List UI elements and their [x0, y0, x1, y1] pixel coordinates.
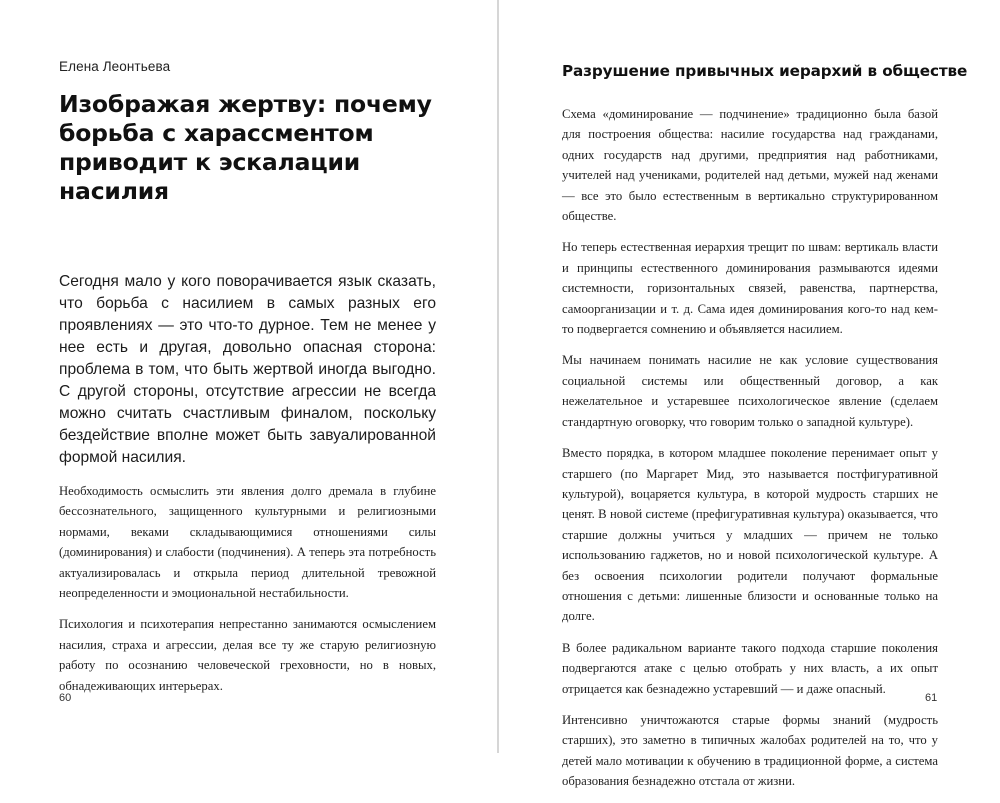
body-paragraph: Но теперь естественная иерархия трещит по швам: вертикаль власти и принципы естественного доминирования размываются идеями системности, горизонтальных связей, равенства, партнерства, самоорганизации и т. д. Сама идея доминирования кого-то над кем-то подвергается сомнению и объявляется насилием. — [562, 237, 938, 339]
body-paragraph: Необходимость осмыслить эти явления долго дремала в глубине бессознательного, защищенного культурными и религиозными нормами, веками складывающимися отношениями силы (доминирования) и слабости (подчинения). А теперь эта потребность актуализировалась и открыла период длительной тревожной неопределенности и эмоциональной нестабильности. — [59, 481, 436, 603]
left-body-text — [59, 481, 436, 707]
author-name: Елена Леонтьева — [59, 59, 170, 74]
body-paragraph: В более радикальном варианте такого подхода старшие поколения подвергаются атаке с целью отобрать у них власть, а их опыт отрицается как безнадежно устаревший — и даже опасный. — [562, 638, 938, 699]
body-paragraph: Вместо порядка, в котором младшее поколение перенимает опыт у старшего (по Маргарет Мид, это называется постфигуративной культурой), воцаряется культура, в которой мудрость старших не ценят. В новой системе (префигуративная культура) оказывается, что старшие должны учиться у младших — причем не только использованию гаджетов, но и новой психологической культуре. А без освоения психологии родители получают формальные отношения с детьми: лишенные близости и основанные только на долге. — [562, 443, 938, 627]
lead-paragraph: Сегодня мало у кого поворачивается язык сказать, что борьба с насилием в самых разных его проявлениях — это что-то дурное. Тем не менее у нее есть и другая, довольно опасная сторона: проблема в том, что быть жертвой иногда выгодно. С другой стороны, отсутствие агрессии не всегда можно считать счастливым финалом, поскольку бездействие вполне может быть завуалированной формой насилия. — [59, 271, 436, 469]
body-paragraph: Схема «доминирование — подчинение» традиционно была базой для построения общества: насилие государства над гражданами, одних государств над другими, предприятия над работниками, учителей над учениками, родителей над детьми, мужей над женами — все это было естественным в вертикально структурированном обществе. — [562, 104, 938, 226]
page-number-right: 61 — [925, 692, 937, 704]
page-number-left: 60 — [59, 692, 71, 704]
body-paragraph: Интенсивно уничтожаются старые формы знаний (мудрость старших), это заметно в типичных жалобах родителей на то, что у детей мало мотивации к обучению в традиционной форме, а система образования безнадежно отстала от жизни. — [562, 710, 938, 792]
left-page — [0, 0, 497, 753]
right-body-text — [562, 104, 938, 803]
chapter-title: Изображая жертву: почему борьба с харассментом приводит к эскалации насилия — [59, 90, 439, 206]
body-paragraph: Мы начинаем понимать насилие не как условие существования социальной системы или общественный договор, а как нежелательное и устаревшее психологическое явление (сделаем стандартную оговорку, что говорим только о западной культуре). — [562, 350, 938, 432]
body-paragraph: Психология и психотерапия непрестанно занимаются осмыслением насилия, страха и агрессии, делая все ту же старую религиозную работу по осознанию человеческой греховности, но в новых, обнадеживающих интерьерах. — [59, 614, 436, 696]
section-heading: Разрушение привычных иерархий в обществе — [562, 62, 967, 80]
